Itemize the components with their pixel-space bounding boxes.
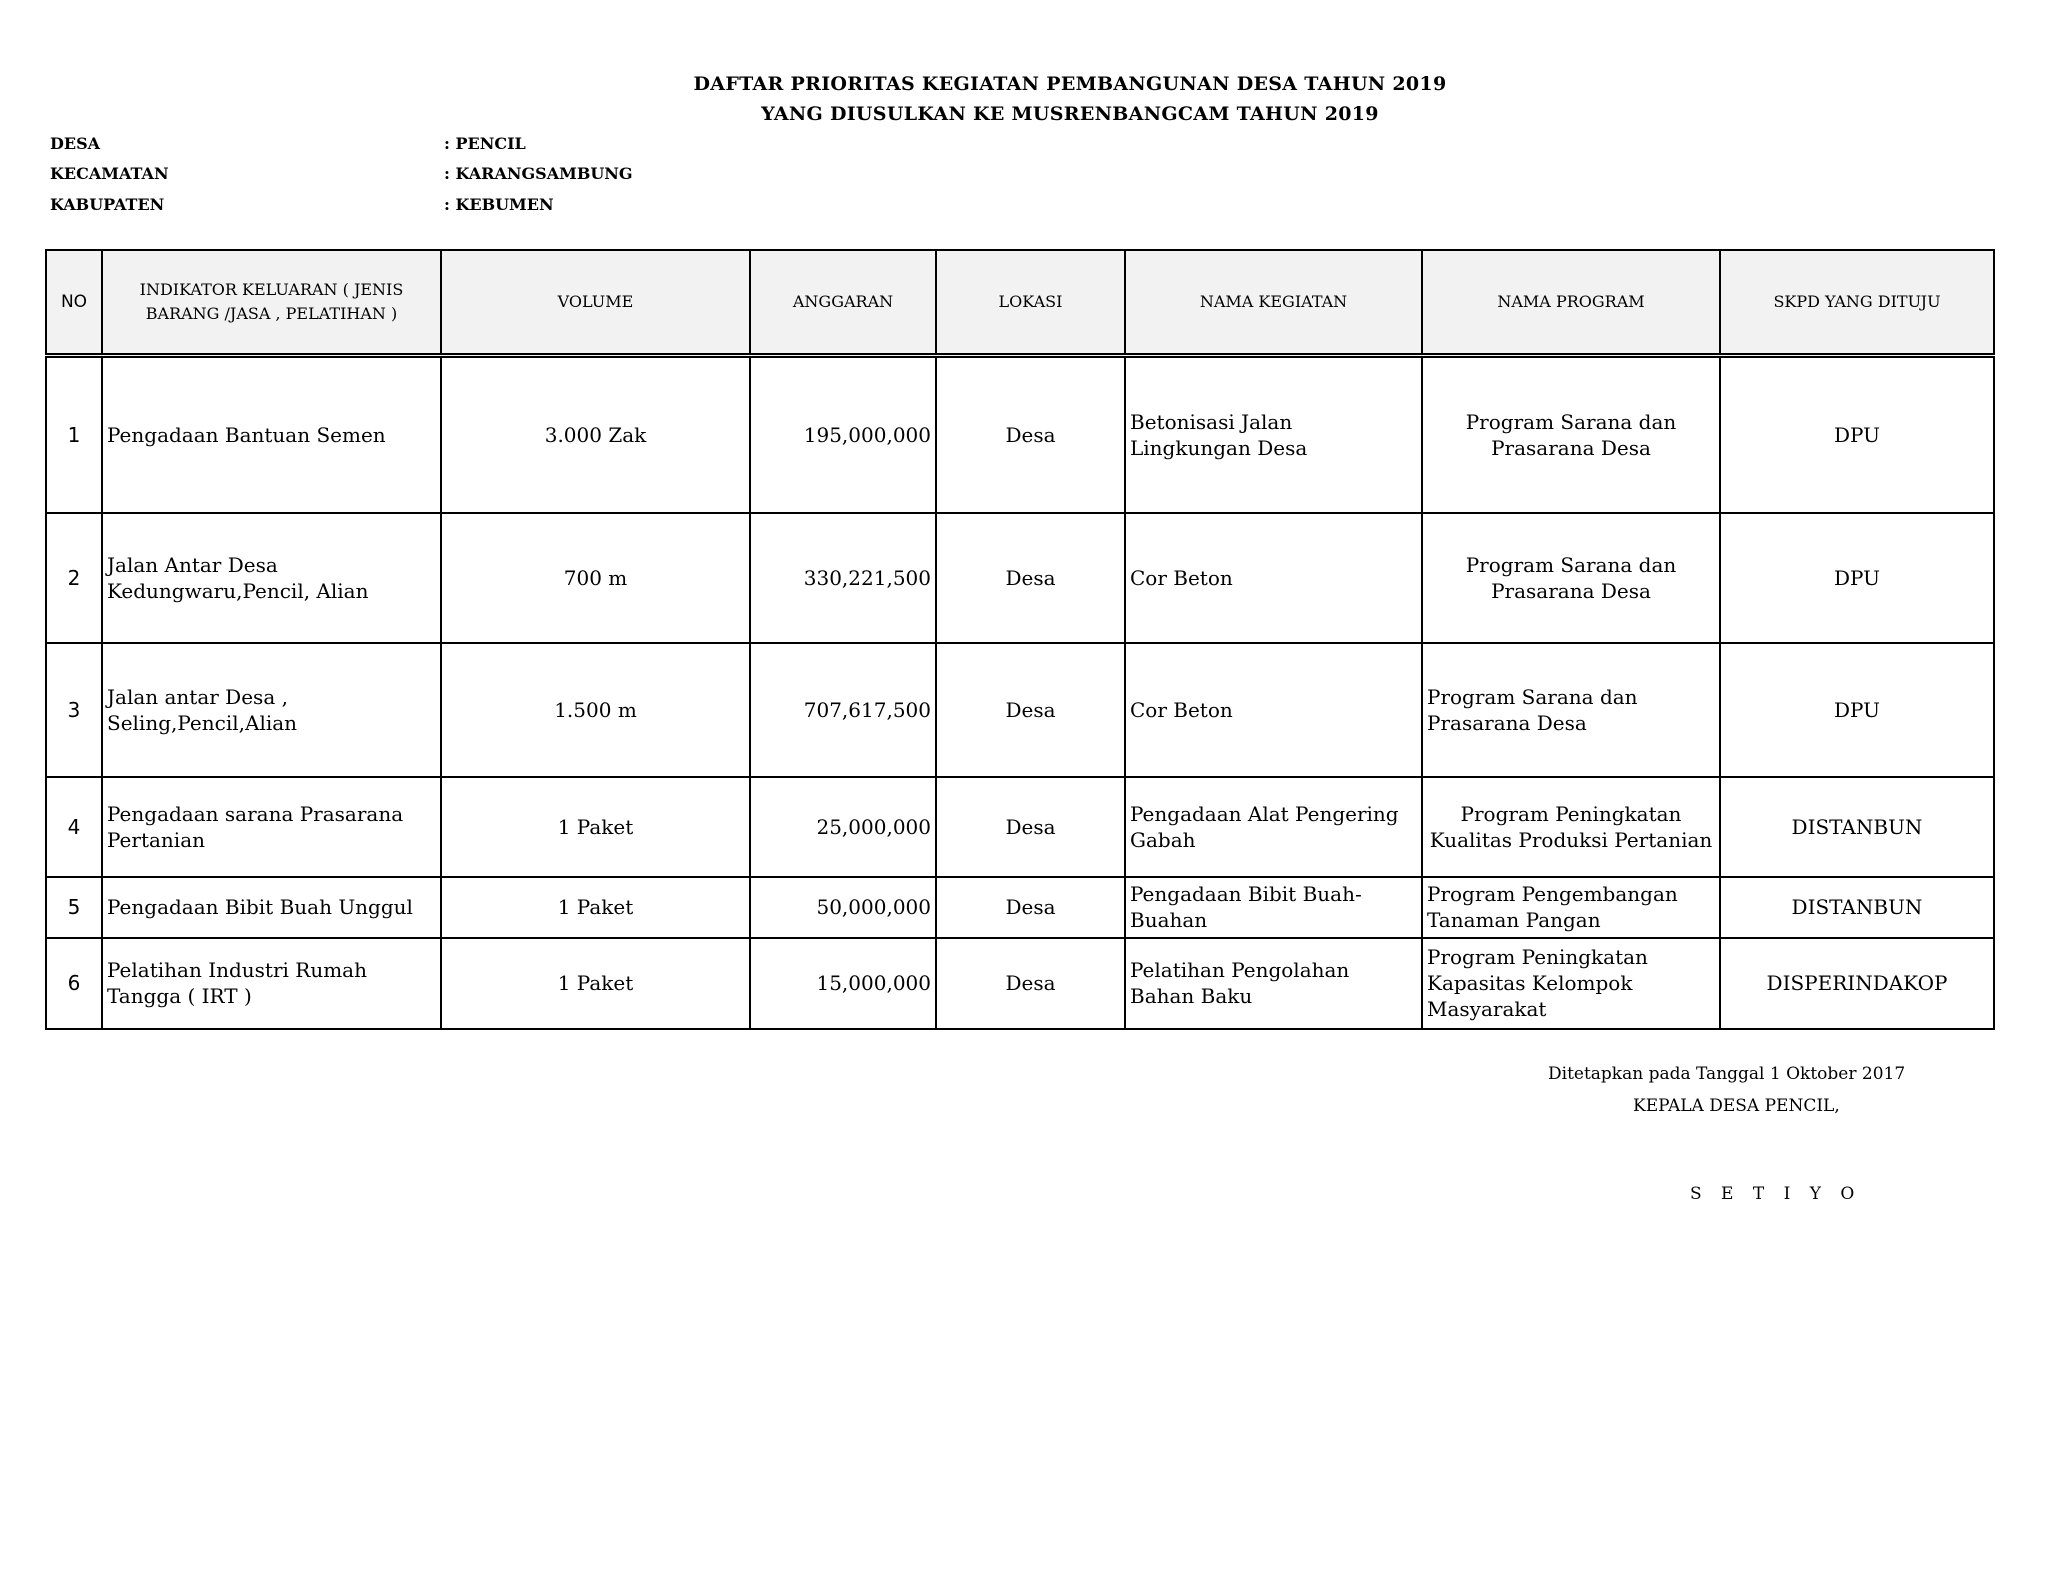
cell-lokasi: Desa bbox=[936, 877, 1125, 938]
cell-kegiatan: Pengadaan Alat Pengering Gabah bbox=[1125, 777, 1422, 877]
cell-skpd: DPU bbox=[1720, 356, 1994, 513]
header-lokasi: LOKASI bbox=[936, 250, 1125, 356]
header-no: NO bbox=[46, 250, 102, 356]
cell-program: Program Sarana dan Prasarana Desa bbox=[1422, 513, 1720, 643]
cell-volume: 1 Paket bbox=[441, 777, 750, 877]
cell-indikator: Pengadaan Bibit Buah Unggul bbox=[102, 877, 441, 938]
cell-anggaran: 707,617,500 bbox=[750, 643, 936, 777]
cell-indikator: Pengadaan sarana Prasarana Pertanian bbox=[102, 777, 441, 877]
table-row bbox=[46, 877, 1994, 938]
header-program: NAMA PROGRAM bbox=[1422, 250, 1720, 356]
cell-indikator: Pelatihan Industri Rumah Tangga ( IRT ) bbox=[102, 938, 441, 1029]
table-row bbox=[46, 777, 1994, 877]
signature-name: S E T I Y O bbox=[1690, 1184, 1862, 1204]
signature-role: KEPALA DESA PENCIL, bbox=[1633, 1096, 1840, 1116]
cell-lokasi: Desa bbox=[936, 938, 1125, 1029]
cell-no: 5 bbox=[46, 877, 102, 938]
cell-skpd: DISTANBUN bbox=[1720, 877, 1994, 938]
cell-lokasi: Desa bbox=[936, 777, 1125, 877]
document-title: DAFTAR PRIORITAS KEGIATAN PEMBANGUNAN DESA TAHUN 2019 bbox=[693, 73, 1447, 95]
priority-table bbox=[45, 249, 1995, 1030]
cell-volume: 3.000 Zak bbox=[441, 356, 750, 513]
cell-kegiatan: Cor Beton bbox=[1125, 643, 1422, 777]
table-row bbox=[46, 513, 1994, 643]
cell-indikator: Pengadaan Bantuan Semen bbox=[102, 356, 441, 513]
cell-lokasi: Desa bbox=[936, 643, 1125, 777]
table-row bbox=[46, 938, 1994, 1029]
desa-value: : PENCIL bbox=[444, 134, 526, 153]
cell-anggaran: 25,000,000 bbox=[750, 777, 936, 877]
cell-skpd: DISTANBUN bbox=[1720, 777, 1994, 877]
cell-indikator: Jalan Antar Desa Kedungwaru,Pencil, Alian bbox=[102, 513, 441, 643]
cell-indikator: Jalan antar Desa , Seling,Pencil,Alian bbox=[102, 643, 441, 777]
desa-label: DESA bbox=[50, 134, 101, 153]
cell-program: Program Peningkatan Kualitas Produksi Pertanian bbox=[1422, 777, 1720, 877]
table-header-row bbox=[46, 250, 1994, 356]
cell-program: Program Sarana dan Prasarana Desa bbox=[1422, 643, 1720, 777]
cell-anggaran: 330,221,500 bbox=[750, 513, 936, 643]
header-anggaran: ANGGARAN bbox=[750, 250, 936, 356]
cell-program: Program Peningkatan Kapasitas Kelompok Masyarakat bbox=[1422, 938, 1720, 1029]
cell-program: Program Pengembangan Tanaman Pangan bbox=[1422, 877, 1720, 938]
cell-no: 1 bbox=[46, 356, 102, 513]
cell-no: 3 bbox=[46, 643, 102, 777]
kecamatan-value: : KARANGSAMBUNG bbox=[444, 164, 633, 183]
header-volume: VOLUME bbox=[441, 250, 750, 356]
cell-kegiatan: Cor Beton bbox=[1125, 513, 1422, 643]
cell-skpd: DPU bbox=[1720, 643, 1994, 777]
table-row bbox=[46, 356, 1994, 513]
cell-anggaran: 15,000,000 bbox=[750, 938, 936, 1029]
cell-lokasi: Desa bbox=[936, 356, 1125, 513]
cell-volume: 700 m bbox=[441, 513, 750, 643]
kabupaten-label: KABUPATEN bbox=[50, 195, 165, 214]
signature-date: Ditetapkan pada Tanggal 1 Oktober 2017 bbox=[1548, 1064, 1906, 1084]
cell-program: Program Sarana dan Prasarana Desa bbox=[1422, 356, 1720, 513]
header-skpd: SKPD YANG DITUJU bbox=[1720, 250, 1994, 356]
kecamatan-label: KECAMATAN bbox=[50, 164, 169, 183]
cell-no: 2 bbox=[46, 513, 102, 643]
cell-no: 4 bbox=[46, 777, 102, 877]
header-kegiatan: NAMA KEGIATAN bbox=[1125, 250, 1422, 356]
cell-skpd: DPU bbox=[1720, 513, 1994, 643]
kabupaten-value: : KEBUMEN bbox=[444, 195, 554, 214]
cell-anggaran: 195,000,000 bbox=[750, 356, 936, 513]
cell-volume: 1 Paket bbox=[441, 938, 750, 1029]
cell-lokasi: Desa bbox=[936, 513, 1125, 643]
cell-volume: 1.500 m bbox=[441, 643, 750, 777]
cell-kegiatan: Betonisasi Jalan Lingkungan Desa bbox=[1125, 356, 1422, 513]
table-row bbox=[46, 643, 1994, 777]
cell-volume: 1 Paket bbox=[441, 877, 750, 938]
cell-skpd: DISPERINDAKOP bbox=[1720, 938, 1994, 1029]
cell-no: 6 bbox=[46, 938, 102, 1029]
cell-kegiatan: Pelatihan Pengolahan Bahan Baku bbox=[1125, 938, 1422, 1029]
cell-anggaran: 50,000,000 bbox=[750, 877, 936, 938]
cell-kegiatan: Pengadaan Bibit Buah-Buahan bbox=[1125, 877, 1422, 938]
header-indikator: INDIKATOR KELUARAN ( JENIS BARANG /JASA , PELATIHAN ) bbox=[102, 250, 441, 356]
document-subtitle: YANG DIUSULKAN KE MUSRENBANGCAM TAHUN 2019 bbox=[761, 103, 1379, 125]
